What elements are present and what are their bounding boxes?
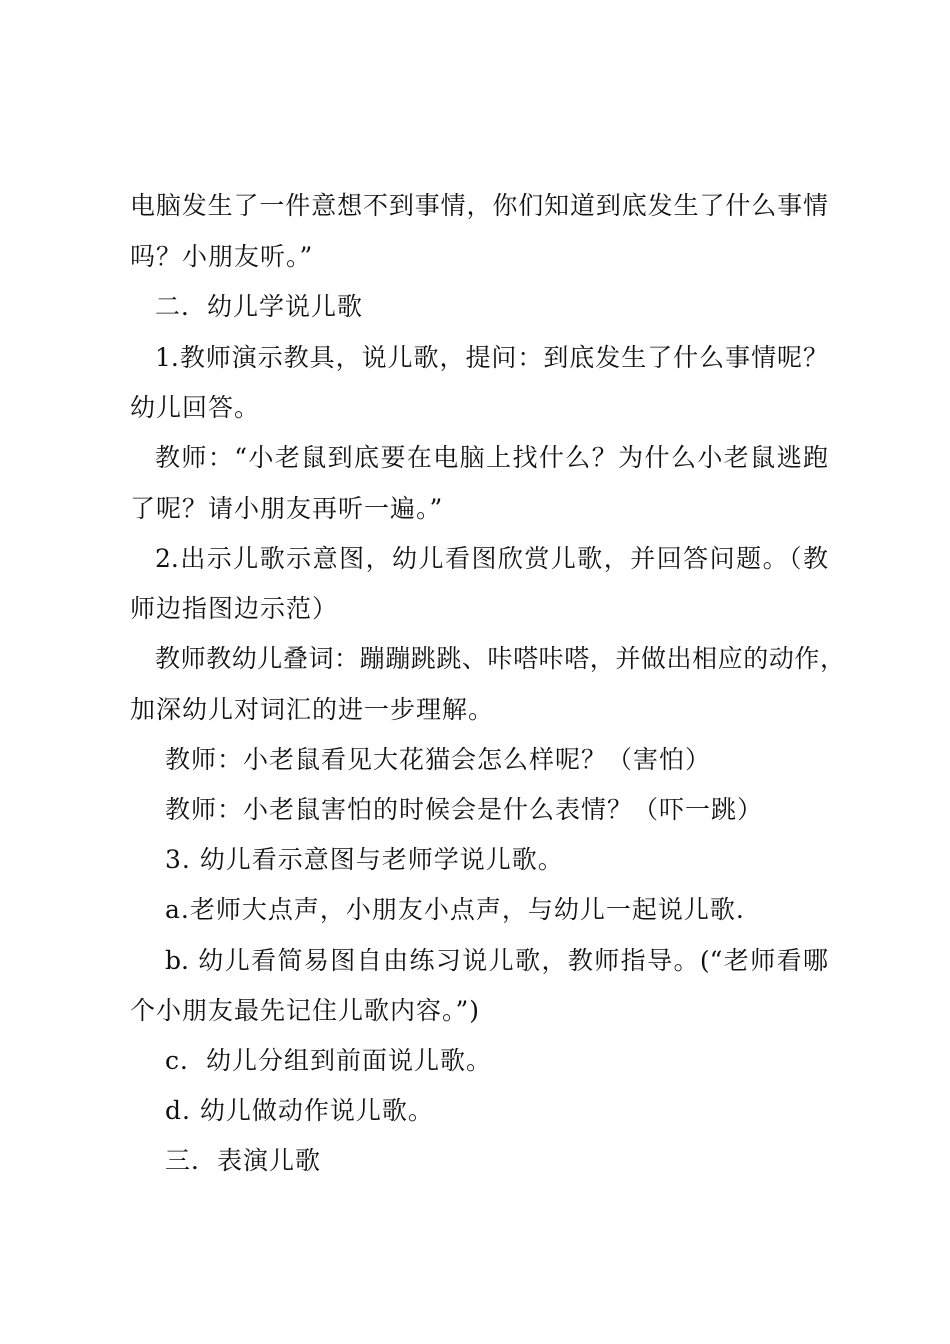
text-line-12: 教师：小老鼠看见大花猫会怎么样呢？（害怕） xyxy=(165,745,712,774)
text-line-1: 电脑发生了一件意想不到事情，你们知道到底发生了什么事情 xyxy=(130,191,828,220)
text-line-8: 2.出示儿歌示意图，幼儿看图欣赏儿歌，并回答问题。（教 xyxy=(155,544,828,573)
text-line-7: 了呢？请小朋友再听一遍。” xyxy=(130,494,444,523)
text-line-14: 3. 幼儿看示意图与老师学说儿歌。 xyxy=(165,845,564,874)
section-heading-2: 二．幼儿学说儿歌 xyxy=(155,292,364,321)
text-line-13: 教师：小老鼠害怕的时候会是什么表情？（吓一跳） xyxy=(165,795,764,824)
text-line-10: 教师教幼儿叠词：蹦蹦跳跳、咔嗒咔嗒，并做出相应的动作， xyxy=(155,644,845,673)
section-heading-3: 三．表演儿歌 xyxy=(165,1146,322,1175)
text-line-15: a.老师大点声，小朋友小点声，与幼儿一起说儿歌. xyxy=(165,895,745,924)
text-line-18: c．幼儿分组到前面说儿歌。 xyxy=(165,1046,493,1075)
text-line-9: 师边指图边示范） xyxy=(130,594,339,623)
text-line-19: d. 幼儿做动作说儿歌。 xyxy=(165,1096,434,1125)
text-line-17: 个小朋友最先记住儿歌内容。”) xyxy=(130,996,481,1025)
text-line-5: 幼儿回答。 xyxy=(130,393,261,422)
text-line-16: b. 幼儿看简易图自由练习说儿歌，教师指导。(“老师看哪 xyxy=(165,946,828,975)
text-line-2: 吗？小朋友听。” xyxy=(130,242,314,271)
text-line-4: 1.教师演示教具，说儿歌，提问：到底发生了什么事情呢？ xyxy=(155,343,828,372)
text-line-6: 教师：“小老鼠到底要在电脑上找什么？为什么小老鼠逃跑 xyxy=(155,443,828,472)
text-line-11: 加深幼儿对词汇的进一步理解。 xyxy=(130,695,495,724)
